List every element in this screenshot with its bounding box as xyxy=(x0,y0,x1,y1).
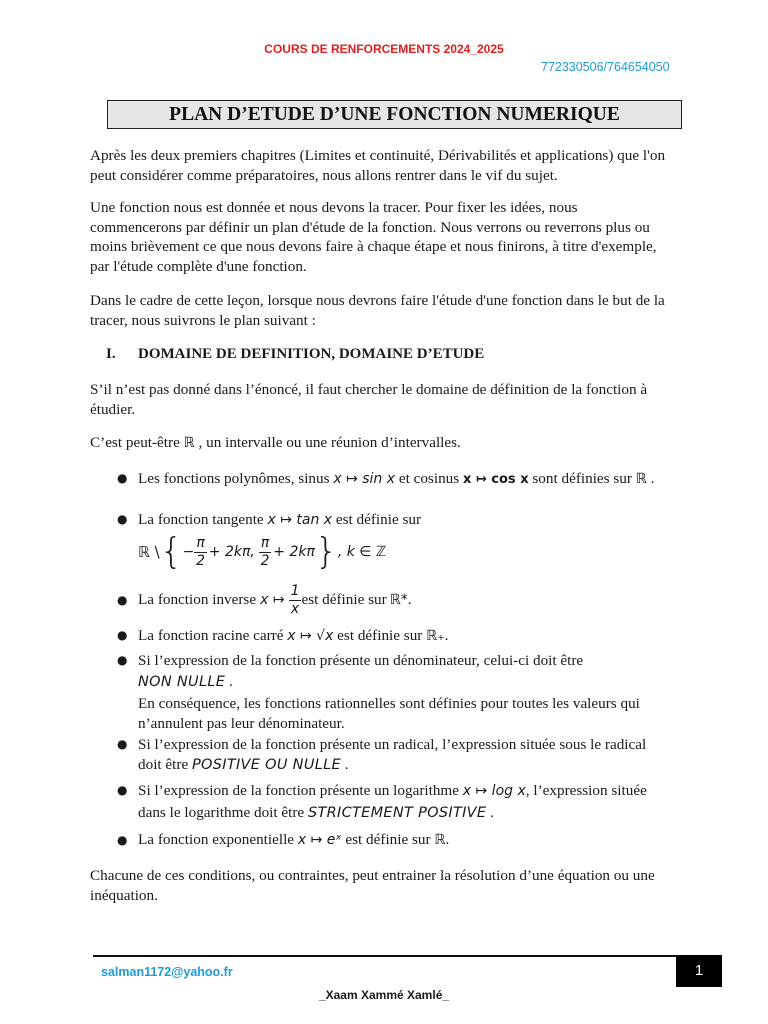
course-header: COURS DE RENFORCEMENTS 2024_2025 xyxy=(264,42,504,56)
bullet-dot: ● xyxy=(117,653,128,667)
page-title: PLAN D’ETUDE D’UNE FONCTION NUMERIQUE xyxy=(169,104,620,125)
bullet-dot: ● xyxy=(117,471,128,485)
bullet-dot: ● xyxy=(117,737,128,751)
footer-email[interactable]: salman1172@yahoo.fr xyxy=(101,965,233,979)
tangent-domain-formula: ℝ \ { − $\frac{\pi}{2}$ + 2kπ, $\frac{\pi}{2}$ + 2kπ } , k ∈ ℤ xyxy=(138,531,387,572)
bullet-dot: ● xyxy=(117,833,128,847)
bullet-square-root: La fonction racine carré x ↦ √x est définie sur ℝ₊. xyxy=(138,627,449,644)
section-paragraph-1: S’il n’est pas donné dans l’énoncé, il faut chercher le domaine de définition de la fonction à étudier. xyxy=(90,381,648,418)
intro-paragraph-1: Après les deux premiers chapitres (Limites et continuité, Dérivabilités et applications) que l'on peut considérer comme préparatoires, nous allons rentrer dans le vif du sujet. xyxy=(90,147,666,184)
intro-paragraph-3: Dans le cadre de cette leçon, lorsque nous devrons faire l'étude d'une fonction dans le but de la tracer, nous suivrons le plan suivant : xyxy=(90,292,665,329)
bullet-denominator: Si l’expression de la fonction présente un dénominateur, celui-ci doit être NON NULLE . xyxy=(138,652,584,690)
footer-divider xyxy=(93,955,677,957)
bullet-dot: ● xyxy=(117,628,128,642)
section-paragraph-3: Chacune de ces conditions, ou contraintes, peut entrainer la résolution d’une équation ou une inéquation. xyxy=(90,867,655,904)
bullet-inverse: La fonction inverse x ↦ $\frac{1}{x}$ est définie sur ℝ* . xyxy=(138,582,412,617)
bullet-radical: Si l’expression de la fonction présente un radical, l’expression située sous le radical doit être POSITIVE OU NULLE . xyxy=(138,736,647,773)
bullet-dot: ● xyxy=(117,512,128,526)
page-number: 1 xyxy=(676,955,722,987)
bullet-polynomials: Les fonctions polynômes, sinus x ↦ sin x et cosinus x ↦ cos x sont définies sur ℝ . xyxy=(138,470,655,487)
bullet-exponential: La fonction exponentielle x ↦ eˣ est définie sur ℝ. xyxy=(138,831,450,848)
bullet-dot: ● xyxy=(117,593,128,607)
section-title: DOMAINE DE DEFINITION, DOMAINE D’ETUDE xyxy=(138,346,485,362)
section-paragraph-2: C’est peut-être ℝ , un intervalle ou une réunion d’intervalles. xyxy=(90,434,461,451)
section-heading xyxy=(106,346,484,363)
intro-paragraph-2: Une fonction nous est donnée et nous devons la tracer. Pour fixer les idées, nous commencerons par définir un plan d'étude de la fonction. Nous verrons ou reverrons plus ou moins brièvement ce que nous devons faire à chaque étape et nous finirons, à titre d'exemple, par l'étude complète d'une fonction. xyxy=(90,199,657,275)
phone-number: 772330506/764654050 xyxy=(541,60,670,74)
page-title-box xyxy=(107,100,682,129)
bullet-tangent: La fonction tangente x ↦ tan x est définie sur xyxy=(138,511,422,528)
footer-author: _Xaam Xammé Xamlé_ xyxy=(318,988,450,1002)
bullet-logarithm: Si l’expression de la fonction présente un logarithme x ↦ log x, l’expression située dans le logarithme doit être STRICTEMENT POSITIVE . xyxy=(138,782,647,821)
bullet-dot: ● xyxy=(117,783,128,797)
bullet-denominator-consequence: En conséquence, les fonctions rationnelles sont définies pour toutes les valeurs qui n’annulent pas leur dénominateur. xyxy=(138,695,640,732)
section-number: I. xyxy=(106,346,116,362)
